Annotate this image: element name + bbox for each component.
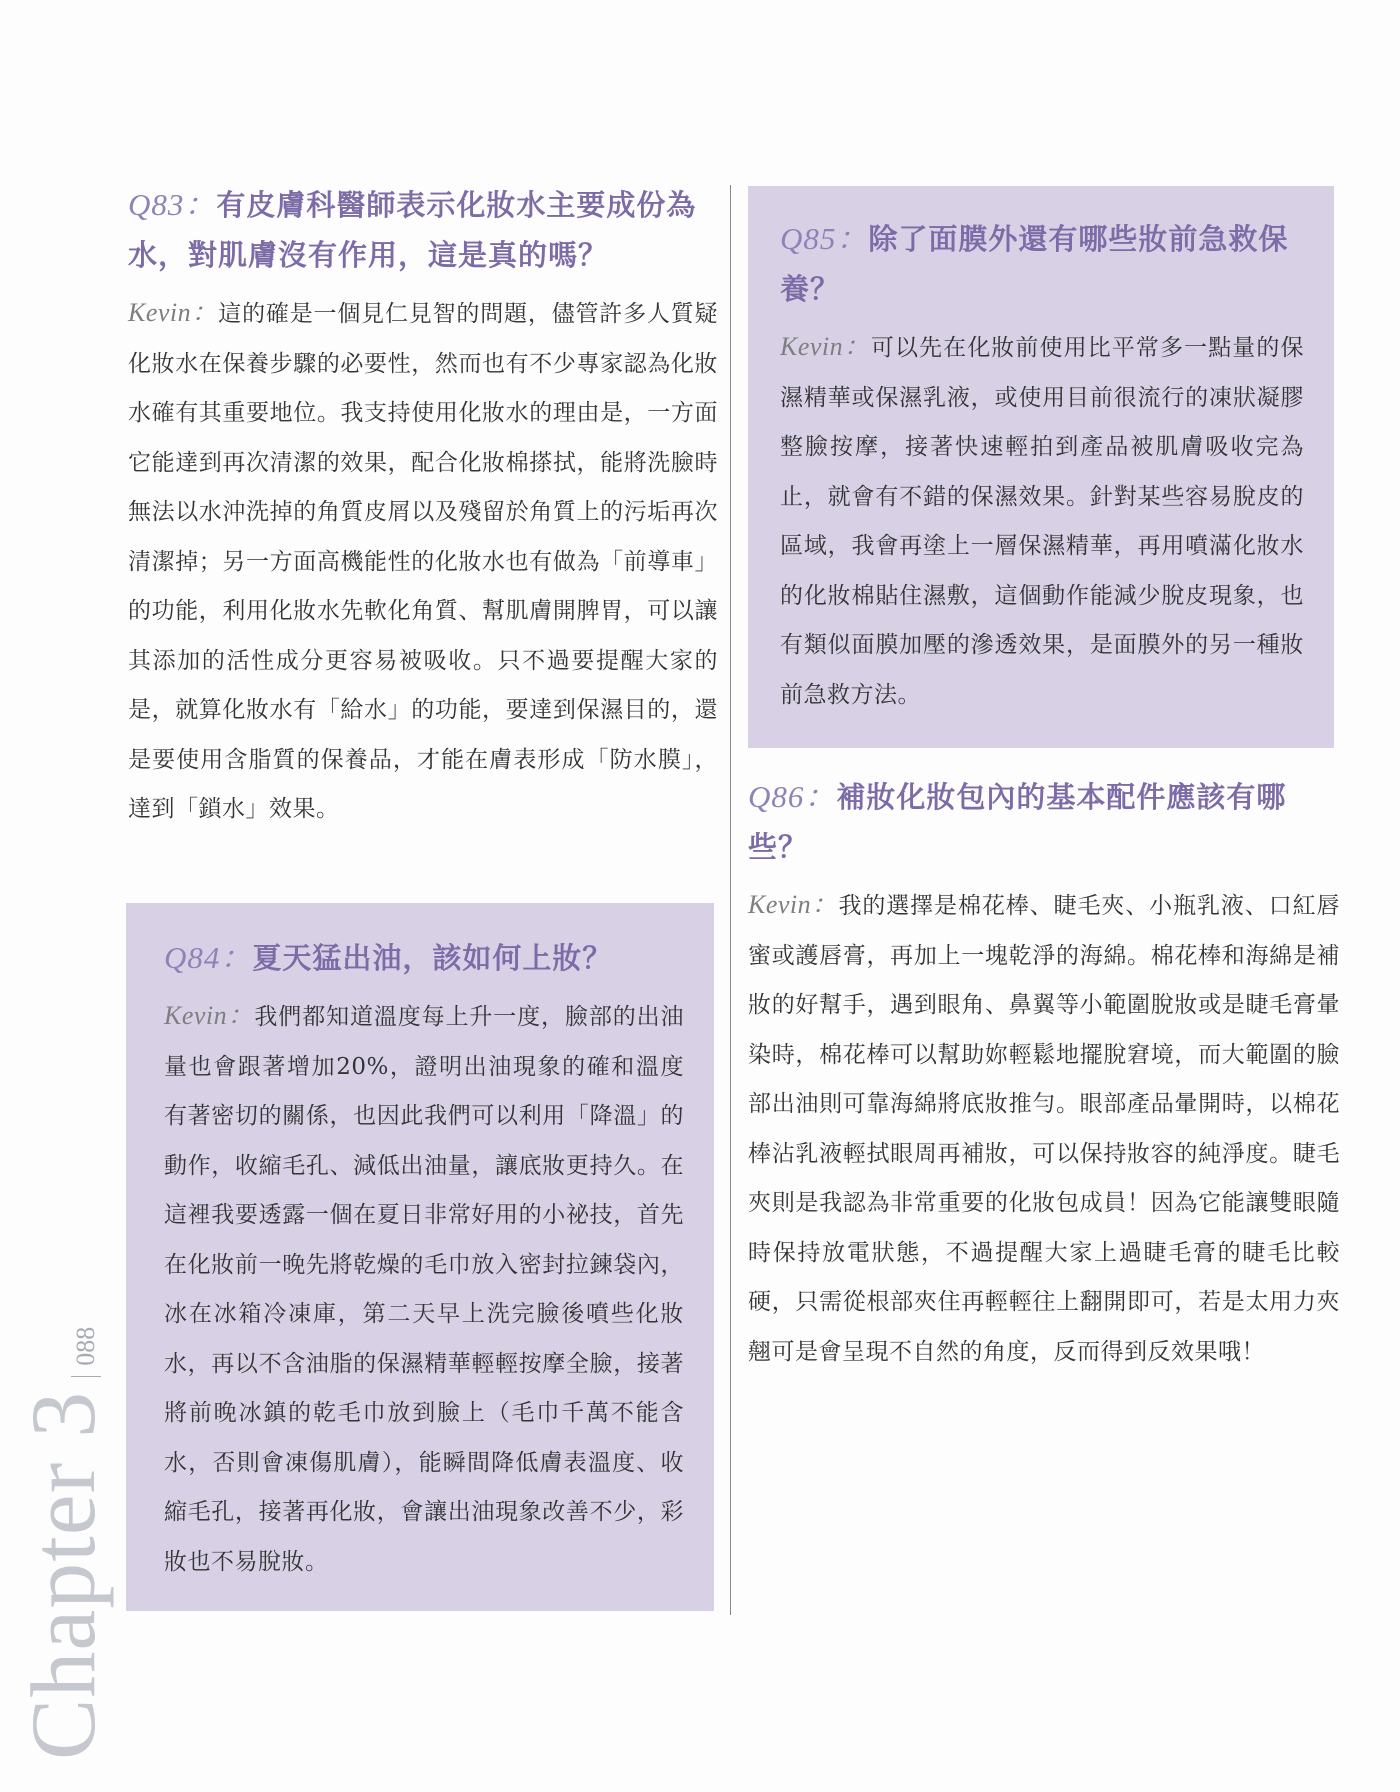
answer-body: 這的確是一個見仁見智的問題，儘管許多人質疑化妝水在保養步驟的必要性，然而也有不少專家認為化妝水確有其重要地位。我支持使用化妝水的理由是，一方面它能達到再次清潔的效果，配合化妝棉搽拭，能將洗臉時無法以水沖洗掉的角質皮屑以及殘留於角質上的污垢再次清潔掉；另一方面高機能性的化妝水也有做為「前導車」的功能，利用化妝水先軟化角質、幫肌膚開脾胃，可以讓其添加的活性成分更容易被吸收。只不過要提醒大家的是，就算化妝水有「給水」的功能，要達到保濕目的，還是要使用含脂質的保養品，才能在膚表形成「防水膜」，達到「鎖水」效果。: [128, 301, 719, 822]
answer-text: [780, 322, 1304, 720]
qa-q83: [128, 180, 718, 835]
question-title: [748, 772, 1340, 872]
qa-q84-box: [126, 903, 714, 1611]
answer-text: [164, 991, 684, 1587]
question-number: Q86：: [748, 779, 837, 814]
speaker-name: Kevin：: [780, 332, 871, 361]
question-title: [128, 180, 718, 280]
chapter-page-label: [10, 1326, 114, 1760]
column-divider: [730, 185, 731, 1615]
question-text: 有皮膚科醫師表示化妝水主要成份為水，對肌膚沒有作用，這是真的嗎？: [128, 188, 697, 272]
question-title: [164, 933, 684, 983]
page-number: 088: [71, 1327, 101, 1377]
question-number: Q83：: [128, 187, 217, 222]
answer-text: [128, 288, 718, 835]
question-text: 補妝化妝包內的基本配件應該有哪些？: [748, 780, 1287, 864]
speaker-name: Kevin：: [128, 298, 219, 327]
answer-body: 可以先在化妝前使用比平常多一點量的保濕精華或保濕乳液，或使用目前很流行的凍狀凝膠整臉按摩，接著快速輕拍到產品被肌膚吸收完為止，就會有不錯的保濕效果。針對某些容易脫皮的區域，我會再塗上一層保濕精華，再用噴滿化妝水的化妝棉貼住濕敷，這個動作能減少脫皮現象，也有類似面膜加壓的滲透效果，是面膜外的另一種妝前急救方法。: [780, 335, 1304, 708]
speaker-name: Kevin：: [748, 890, 839, 919]
answer-body: 我們都知道溫度每上升一度，臉部的出油量也會跟著增加20%，證明出油現象的確和溫度有著密切的關係，也因此我們可以利用「降溫」的動作，收縮毛孔、減低出油量，讓底妝更持久。在這裡我要透露一個在夏日非常好用的小祕技，首先在化妝前一晚先將乾燥的毛巾放入密封拉鍊袋內，冰在冰箱冷凍庫，第二天早上洗完臉後噴些化妝水，再以不含油脂的保濕精華輕輕按摩全臉，接著將前晚冰鎮的乾毛巾放到臉上（毛巾千萬不能含水，否則會凍傷肌膚），能瞬間降低膚表溫度、收縮毛孔，接著再化妝，會讓出油現象改善不少，彩妝也不易脫妝。: [164, 1004, 684, 1575]
question-number: Q85：: [780, 221, 869, 256]
qa-q85-box: [748, 186, 1334, 748]
question-text: 除了面膜外還有哪些妝前急救保養？: [780, 222, 1289, 306]
answer-body: 我的選擇是棉花棒、睫毛夾、小瓶乳液、口紅唇蜜或護唇膏，再加上一塊乾淨的海綿。棉花棒和海綿是補妝的好幫手，遇到眼角、鼻翼等小範圍脫妝或是睫毛膏暈染時，棉花棒可以幫助妳輕鬆地擺脫窘境，而大範圍的臉部出油則可靠海綿將底妝推勻。眼部產品暈開時，以棉花棒沾乳液輕拭眼周再補妝，可以保持妝容的純淨度。睫毛夾則是我認為非常重要的化妝包成員！因為它能讓雙眼隨時保持放電狀態，不過提醒大家上過睫毛膏的睫毛比較硬，只需從根部夾住再輕輕往上翻開即可，若是太用力夾翹可是會呈現不自然的角度，反而得到反效果哦！: [748, 893, 1340, 1365]
question-title: [780, 214, 1304, 314]
qa-q86: [748, 772, 1340, 1377]
question-text: 夏天猛出油，該如何上妝？: [252, 941, 613, 975]
question-number: Q84：: [164, 940, 253, 975]
answer-text: [748, 880, 1340, 1377]
chapter-title: Chapter 3: [12, 1390, 114, 1760]
speaker-name: Kevin：: [164, 1001, 255, 1030]
